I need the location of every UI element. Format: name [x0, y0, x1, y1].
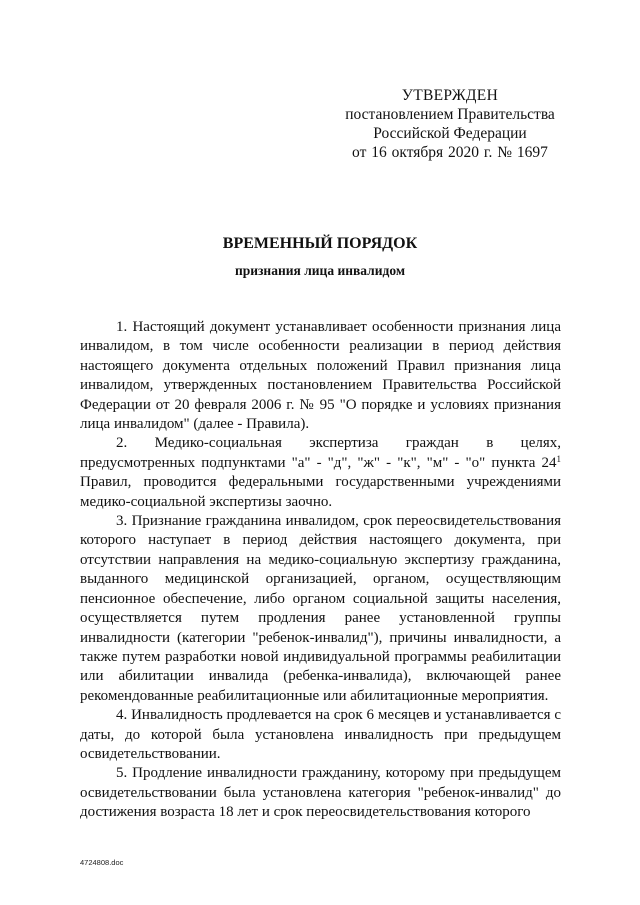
approval-line-1: постановлением Правительства: [345, 106, 555, 123]
paragraph-3: 3. Признание гражданина инвалидом, срок переосвидетельствования которого наступает в период действия настоящего документа, при отсутствии направления на медико-социальную экспертизу гражданина, выданного медицинской организацией, органом, осуществляющим пенсионное обеспечение, либо органом социальной защиты населения, осуществляется путем продления ранее установленной группы инвалидности (категории "ребенок-инвалид"), причины инвалидности, а также путем разработки новой индивидуальной программы реабилитации или абилитации инвалида (ребенка-инвалида), включающей ранее рекомендованные реабилитационные или абилитационные мероприятия.: [80, 513, 561, 704]
footer-filename: 4724808.doc: [80, 858, 124, 867]
paragraph-2-text-before: 2. Медико-социальная экспертиза граждан в целях, предусмотренных подпунктами "а" - "д", "ж" - "к", "м" - "о" пункта 24: [80, 435, 561, 471]
approval-date-line: от 16 октября 2020 г. № 1697: [352, 144, 548, 161]
footnote-superscript: 1: [556, 453, 561, 464]
approval-line-2: Российской Федерации: [373, 125, 527, 142]
paragraph-4: 4. Инвалидность продлевается на срок 6 месяцев и устанавливается с даты, до которой была установлена инвалидность при предыдущем освидетельствовании.: [80, 707, 561, 762]
approval-block: [330, 86, 570, 162]
paragraph-1: 1. Настоящий документ устанавливает особенности признания лица инвалидом, в том числе особенности реализации в период действия настоящего документа отдельных положений Правил признания лица инвалидом, утвержденных постановлением Правительства Российской Федерации от 20 февраля 2006 г. № 95 "О порядке и условиях признания лица инвалидом" (далее - Правила).: [80, 319, 561, 433]
approval-title: УТВЕРЖДЕН: [401, 87, 499, 104]
paragraph-2: [80, 434, 561, 512]
paragraph-2-text-after: Правил, проводится федеральными государственными учреждениями медико-социальной экспертизы заочно.: [80, 474, 561, 510]
document-title: ВРЕМЕННЫЙ ПОРЯДОК: [222, 235, 418, 252]
document-body: [80, 318, 561, 823]
paragraph-5: 5. Продление инвалидности гражданину, которому при предыдущем освидетельствовании была установлена категория "ребенок-инвалид" до достижения возраста 18 лет и срок переосвидетельствования которого: [80, 765, 561, 821]
document-subtitle: признания лица инвалидом: [234, 263, 406, 278]
